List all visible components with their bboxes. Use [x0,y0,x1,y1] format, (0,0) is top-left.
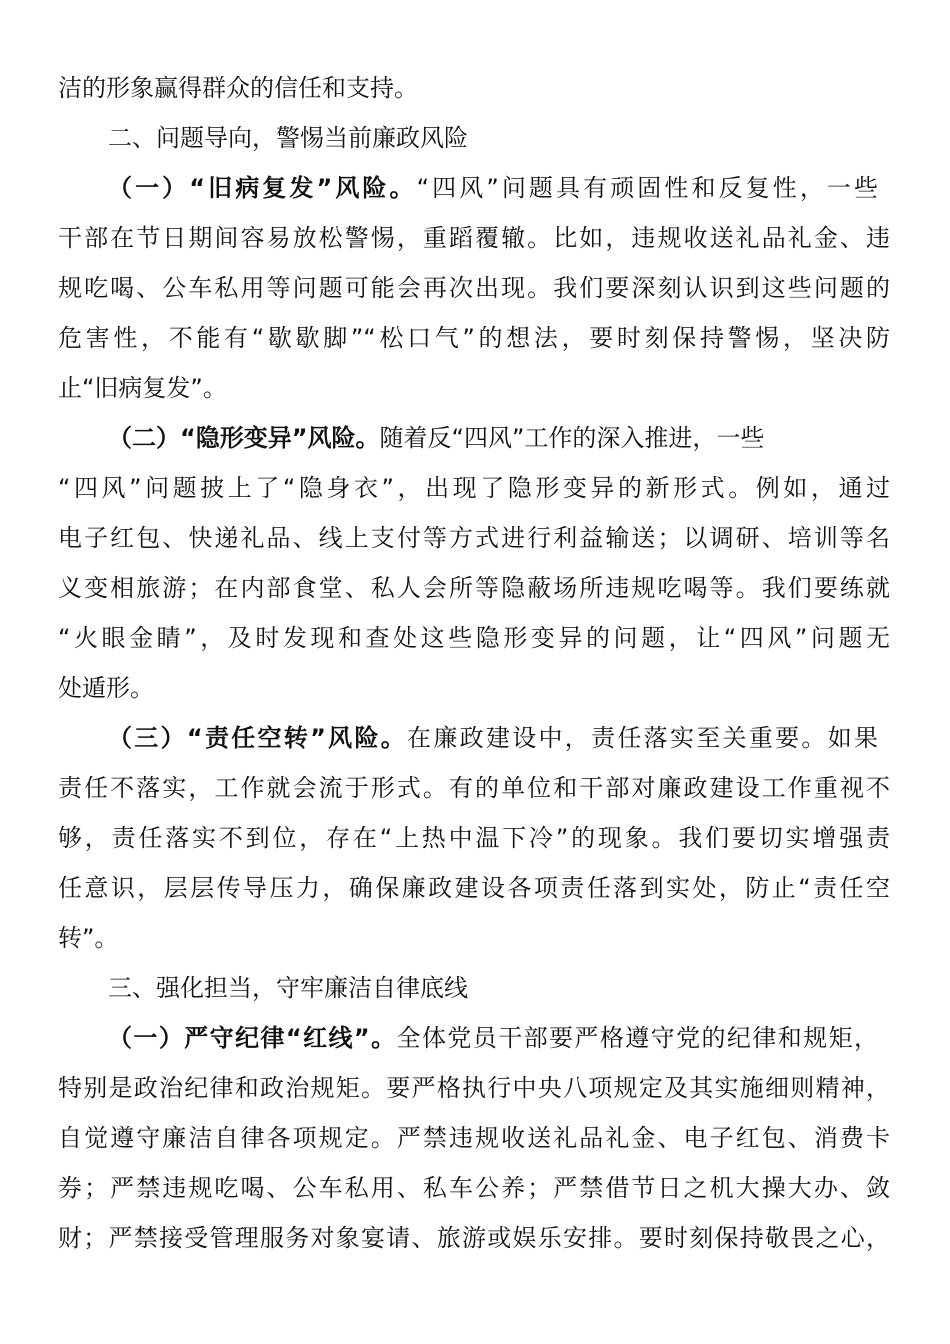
paragraph-line: 洁的形象赢得群众的信任和支持。 [58,74,418,102]
section-heading: 二、问题导向，警惕当前廉政风险 [108,124,468,152]
paragraph-line: 够，责任落实不到位，存在“上热中温下冷”的现象。我们要切实增强责 [58,824,890,852]
paragraph-line: 特别是政治纪律和政治规矩。要严格执行中央八项规定及其实施细则精神， [58,1074,890,1102]
paragraph-line: 电子红包、快递礼品、线上支付等方式进行利益输送；以调研、培训等名 [58,524,890,552]
paragraph-line: 自觉遵守廉洁自律各项规定。严禁违规收送礼品礼金、电子红包、消费卡 [58,1124,890,1152]
paragraph-line: 责任不落实，工作就会流于形式。有的单位和干部对廉政建设工作重视不 [58,774,890,802]
paragraph-line: 财；严禁接受管理服务对象宴请、旅游或娱乐安排。要时刻保持敬畏之心， [58,1224,890,1252]
paragraph-line: 转”。 [58,924,119,952]
paragraph-line: 危害性，不能有“歇歇脚”“松口气”的想法，要时刻保持警惕，坚决防 [58,324,890,352]
paragraph-line: 券；严禁违规吃喝、公车私用、私车公养；严禁借节日之机大操大办、敛 [58,1174,890,1202]
paragraph-line: 处遁形。 [58,674,154,702]
section-heading: 三、强化担当，守牢廉洁自律底线 [108,974,468,1002]
paragraph-line: 义变相旅游；在内部食堂、私人会所等隐蔽场所违规吃喝等。我们要练就 [58,574,890,602]
paragraph-line: 止“旧病复发”。 [58,374,227,402]
paragraph-line: 干部在节日期间容易放松警惕，重蹈覆辙。比如，违规收送礼品礼金、违 [58,224,890,252]
paragraph-line: 任意识，层层传导压力，确保廉政建设各项责任落到实处，防止“责任空 [58,874,890,902]
subsection-line: （一）“旧病复发”风险。“四风”问题具有顽固性和反复性，一些 [108,174,879,202]
subsection-line: （二）“隐形变异”风险。随着反“四风”工作的深入推进，一些 [108,424,765,452]
subsection-line: （三）“责任空转”风险。在廉政建设中，责任落实至关重要。如果 [108,724,879,752]
paragraph-line: 规吃喝、公车私用等问题可能会再次出现。我们要深刻认识到这些问题的 [58,274,890,302]
subsection-line: （一）严守纪律“红线”。全体党员干部要严格遵守党的纪律和规矩， [108,1024,879,1052]
paragraph-line: “火眼金睛”，及时发现和查处这些隐形变异的问题，让“四风”问题无 [58,624,890,652]
paragraph-line: “四风”问题披上了“隐身衣”，出现了隐形变异的新形式。例如，通过 [58,474,890,502]
